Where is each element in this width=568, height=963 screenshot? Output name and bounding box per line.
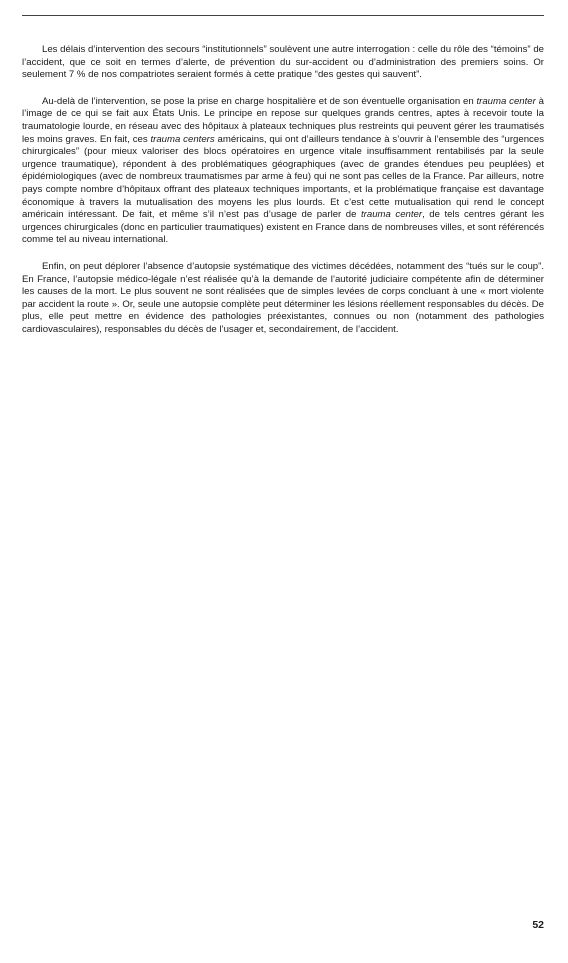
- paragraph-text: à l’image de ce qui se fait aux États Unis. Le principe en repose sur quelques grands centres, aptes à recevoir toute la traumatologie lourde, en réseau avec des hôpitaux à plateaux techniques plus restreints qui peuvent gérer les traumatisés les moins graves. En fait, ces: [22, 95, 544, 145]
- paragraph-text: , de tels centres gérant les urgences chirurgicales (donc en particulier traumatiques) existent en France dans de nombreuses villes, et sont référencés comme tel au niveau international.: [22, 209, 544, 246]
- italic-term: trauma center: [361, 209, 423, 221]
- paragraph-text: Les délais d’intervention des secours “institutionnels” soulèvent une autre interrogation : celle du rôle des “témoins” de l’accident, que ce soit en termes d’alerte, de prévention du sur-accident ou d’administration des premiers soins. Or seulement 7 % de nos compatriotes seraient formés à cette pratique “des gestes qui sauvent”.: [22, 44, 544, 81]
- document-body: [22, 44, 544, 350]
- italic-term: trauma centers: [150, 133, 215, 145]
- page-number: 52: [532, 919, 544, 931]
- paragraph-text: Au-delà de l’intervention, se pose la prise en charge hospitalière et de son éventuelle organisation en: [42, 95, 477, 107]
- header-rule: [22, 15, 544, 16]
- paragraph-autopsy: [22, 261, 544, 337]
- italic-term: trauma center: [476, 95, 536, 107]
- paragraph-text: américains, qui ont d’ailleurs tendance à s’ouvrir à l’ensemble des “urgences chirurgicales” (pour mieux valoriser des blocs opératoires en urgence vitale insuffisamment rentabilisés par la seule urgence traumatique), répondent à des problématiques géographiques (avec de grandes étendues peu peuplées) et épidémiologiques (avec de nombreux traumatismes par arme à feu) qui ne sont pas celles de la France. Par ailleurs, notre pays compte nombre d’hôpitaux offrant des plateaux techniques importants, et la problématique française est davantage économique à travers la mutualisation des moyens les plus lourds. Et c’est cette mutualisation qui rend le concept américain intéressant. De fait, et même s’il n’est pas d’usage de parler de: [22, 133, 544, 221]
- paragraph-text: Enfin, on peut déplorer l’absence d’autopsie systématique des victimes décédées, notamment des “tués sur le coup”. En France, l’autopsie médico-légale n’est réalisée qu’à la demande de l’autorité judiciaire compétente afin de déterminer les causes de la mort. Le plus souvent ne sont réalisées que de simples levées de corps concluant à une « mort violente par accident la route ». Or, seule une autopsie complète peut déterminer les lésions réellement responsables du décès. De plus, elle peut mettre en évidence des pathologies préexistantes, connues ou non (notamment des pathologies cardiovasculaires), responsables du décès de l’usager et, secondairement, de l’accident.: [22, 260, 544, 335]
- paragraph-witnesses: [22, 44, 544, 82]
- paragraph-trauma-centers: [22, 96, 544, 247]
